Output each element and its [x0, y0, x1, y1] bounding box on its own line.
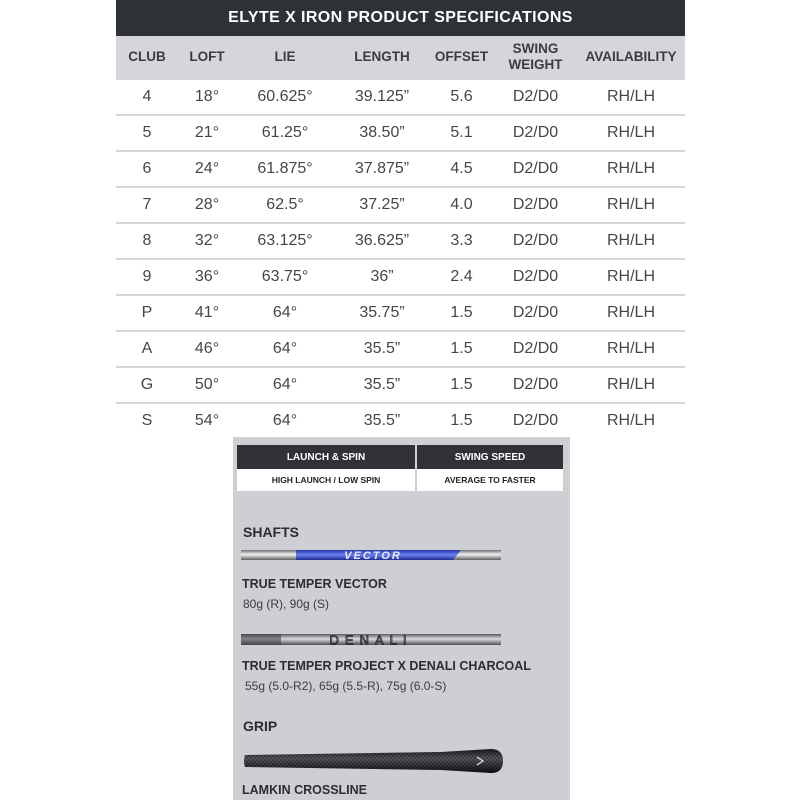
table-row	[116, 224, 685, 258]
cell-offset: 1.5	[450, 304, 473, 321]
cell-availability: RH/LH	[606, 124, 655, 141]
grip-name: LAMKIN CROSSLINE	[242, 783, 367, 797]
cell-swing-weight: D2/D0	[512, 124, 559, 141]
cell-loft: 36°	[194, 268, 220, 285]
cell-swing-weight: D2/D0	[512, 88, 559, 105]
cell-lie: 60.625°	[257, 88, 313, 105]
swing-speed-value: AVERAGE TO FASTER	[417, 469, 563, 491]
header-swing-weight: SWING WEIGHT	[508, 41, 563, 72]
spec-table-header	[116, 36, 685, 78]
cell-club: A	[141, 340, 153, 357]
cell-club: S	[141, 412, 153, 429]
cell-length: 36.625”	[354, 232, 410, 249]
table-row	[116, 80, 685, 114]
cell-loft: 41°	[194, 304, 220, 321]
cell-club: G	[140, 376, 154, 393]
cell-loft: 24°	[194, 160, 220, 177]
launch-spin-header: LAUNCH & SPIN	[237, 445, 415, 469]
grip-image	[241, 744, 506, 778]
cell-club: 4	[142, 88, 152, 105]
cell-offset: 2.4	[450, 268, 473, 285]
cell-club: 8	[142, 232, 152, 249]
cell-lie: 64°	[272, 412, 298, 429]
cell-lie: 64°	[272, 376, 298, 393]
shaft-vector-name: TRUE TEMPER VECTOR	[242, 577, 387, 591]
cell-offset: 5.6	[450, 88, 473, 105]
table-row	[116, 404, 685, 438]
cell-swing-weight: D2/D0	[512, 304, 559, 321]
cell-lie: 64°	[272, 304, 298, 321]
header-loft: LOFT	[189, 49, 225, 64]
cell-swing-weight: D2/D0	[512, 232, 559, 249]
cell-swing-weight: D2/D0	[512, 268, 559, 285]
cell-length: 35.5”	[363, 412, 401, 429]
cell-length: 37.875”	[354, 160, 410, 177]
info-panel	[233, 437, 570, 800]
vector-shaft-image	[241, 544, 503, 566]
cell-length: 39.125”	[354, 88, 410, 105]
cell-length: 35.75”	[359, 304, 405, 321]
cell-club: 6	[142, 160, 152, 177]
cell-availability: RH/LH	[606, 196, 655, 213]
cell-lie: 61.875°	[257, 160, 313, 177]
cell-availability: RH/LH	[606, 160, 655, 177]
cell-club: 5	[142, 124, 152, 141]
header-club: CLUB	[128, 49, 166, 64]
cell-offset: 3.3	[450, 232, 473, 249]
vector-logo-text: VECTOR	[344, 550, 402, 562]
table-row	[116, 368, 685, 402]
cell-availability: RH/LH	[606, 232, 655, 249]
header-offset: OFFSET	[434, 49, 489, 64]
table-row	[116, 296, 685, 330]
table-row	[116, 116, 685, 150]
cell-offset: 1.5	[450, 376, 473, 393]
cell-loft: 21°	[194, 124, 220, 141]
cell-length: 35.5”	[363, 340, 401, 357]
cell-club: 9	[142, 268, 152, 285]
cell-offset: 1.5	[450, 340, 473, 357]
table-row	[116, 188, 685, 222]
cell-length: 36”	[370, 268, 394, 285]
table-row	[116, 260, 685, 294]
cell-swing-weight: D2/D0	[512, 340, 559, 357]
cell-club: 7	[142, 196, 152, 213]
cell-swing-weight: D2/D0	[512, 196, 559, 213]
cell-club: P	[141, 304, 153, 321]
denali-shaft-image	[241, 631, 503, 649]
table-row	[116, 152, 685, 186]
denali-logo-text: DENALI	[329, 632, 413, 648]
cell-loft: 54°	[194, 412, 220, 429]
swing-speed-header: SWING SPEED	[417, 445, 563, 469]
cell-lie: 61.25°	[261, 124, 309, 141]
cell-offset: 4.5	[450, 160, 473, 177]
cell-loft: 32°	[194, 232, 220, 249]
shafts-heading: SHAFTS	[243, 524, 299, 540]
spec-table-title: ELYTE X IRON PRODUCT SPECIFICATIONS	[116, 0, 685, 36]
cell-swing-weight: D2/D0	[512, 376, 559, 393]
cell-length: 38.50”	[359, 124, 405, 141]
launch-spin-value: HIGH LAUNCH / LOW SPIN	[237, 469, 415, 491]
cell-length: 35.5”	[363, 376, 401, 393]
cell-lie: 63.75°	[261, 268, 309, 285]
cell-offset: 1.5	[450, 412, 473, 429]
cell-loft: 28°	[194, 196, 220, 213]
cell-availability: RH/LH	[606, 340, 655, 357]
cell-availability: RH/LH	[606, 376, 655, 393]
cell-loft: 50°	[194, 376, 220, 393]
cell-swing-weight: D2/D0	[512, 160, 559, 177]
shaft-vector-weights: 80g (R), 90g (S)	[243, 597, 330, 611]
grip-heading: GRIP	[243, 718, 278, 734]
cell-loft: 46°	[194, 340, 220, 357]
cell-availability: RH/LH	[606, 412, 655, 429]
cell-lie: 63.125°	[257, 232, 313, 249]
cell-offset: 5.1	[450, 124, 473, 141]
cell-loft: 18°	[194, 88, 220, 105]
table-row	[116, 332, 685, 366]
header-length: LENGTH	[354, 49, 410, 64]
cell-swing-weight: D2/D0	[512, 412, 559, 429]
header-availability: AVAILABILITY	[585, 49, 677, 64]
cell-availability: RH/LH	[606, 88, 655, 105]
cell-lie: 64°	[272, 340, 298, 357]
header-lie: LIE	[274, 49, 296, 64]
cell-length: 37.25”	[359, 196, 405, 213]
cell-availability: RH/LH	[606, 304, 655, 321]
cell-offset: 4.0	[450, 196, 473, 213]
cell-lie: 62.5°	[266, 196, 304, 213]
shaft-denali-weights: 55g (5.0-R2), 65g (5.5-R), 75g (6.0-S)	[245, 679, 447, 693]
cell-availability: RH/LH	[606, 268, 655, 285]
shaft-denali-name: TRUE TEMPER PROJECT X DENALI CHARCOAL	[242, 659, 531, 673]
spec-table	[116, 0, 685, 437]
